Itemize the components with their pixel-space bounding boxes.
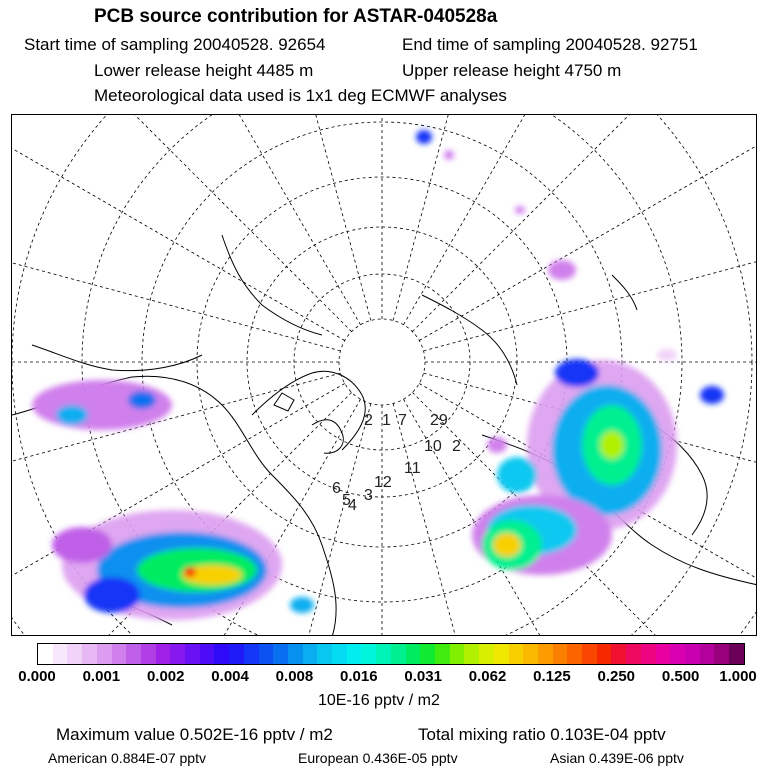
lower-height-label: Lower release height 4485 m — [94, 61, 314, 80]
colorbar-tick-label: 0.008 — [275, 668, 314, 685]
meridian-line — [404, 115, 758, 325]
colorbar-tick-label: 0.031 — [404, 668, 442, 685]
start-time-label: Start time of sampling 20040528. 92654 — [24, 35, 326, 54]
colorbar-cell — [420, 644, 435, 664]
colorbar-tick-label: 0.001 — [82, 668, 121, 685]
colorbar-tick-label: 0.500 — [661, 668, 700, 685]
colorbar-cell — [38, 644, 53, 664]
track-label: 4 — [348, 497, 357, 514]
colorbar-cell — [567, 644, 582, 664]
max-value-label: Maximum value 0.502E-16 pptv / m2 — [56, 725, 333, 744]
colorbar-cell — [273, 644, 288, 664]
colorbar-tick-label: 0.016 — [340, 668, 378, 685]
colorbar-cell — [626, 644, 641, 664]
colorbar-cell — [200, 644, 215, 664]
colorbar-tick-label: 0.250 — [597, 668, 636, 685]
colorbar-cell — [700, 644, 715, 664]
meridian-line — [12, 115, 345, 341]
track-label: 5 — [342, 492, 351, 509]
colorbar-cell — [729, 644, 744, 664]
upper-height-label: Upper release height 4750 m — [402, 61, 622, 80]
map-svg — [12, 115, 757, 636]
colorbar-cell — [641, 644, 656, 664]
colorbar-cell — [435, 644, 450, 664]
track-label: 11 — [404, 460, 421, 477]
colorbar-cell — [347, 644, 362, 664]
colorbar-cell — [214, 644, 229, 664]
colorbar-cell — [406, 644, 421, 664]
colorbar-cell — [229, 644, 244, 664]
track-label: 6 — [332, 480, 341, 497]
track-label: 2 — [452, 438, 461, 455]
colorbar-tick-label: 0.125 — [533, 668, 571, 685]
track-labels — [332, 412, 461, 514]
colorbar-cell — [376, 644, 391, 664]
colorbar-cell — [361, 644, 376, 664]
colorbar-cell — [509, 644, 524, 664]
colorbar-cell — [97, 644, 112, 664]
colorbar-tick-label: 0.004 — [211, 668, 249, 685]
asian-label: Asian 0.439E-06 pptv — [550, 750, 684, 766]
met-data-label: Meteorological data used is 1x1 deg ECMWF analyses — [94, 86, 507, 105]
track-label: 7 — [398, 412, 407, 429]
colorbar-cell — [259, 644, 274, 664]
colorbar-tick-label: 0.062 — [468, 668, 507, 685]
track-label: 12 — [374, 474, 392, 491]
meridian-line — [12, 129, 340, 351]
track-label: 2 — [364, 412, 373, 429]
colorbar-cell — [714, 644, 729, 664]
colorbar-cell — [479, 644, 494, 664]
colorbar-cell — [538, 644, 553, 664]
page-title: PCB source contribution for ASTAR-040528a — [94, 6, 498, 27]
colorbar-cell — [82, 644, 97, 664]
colorbar-cell — [450, 644, 465, 664]
colorbar-cell — [156, 644, 171, 664]
colorbar-cell — [53, 644, 68, 664]
track-label: 10 — [424, 438, 442, 455]
colorbar-cell — [656, 644, 671, 664]
colorbar-cell — [582, 644, 597, 664]
colorbar-cell — [523, 644, 538, 664]
colorbar-cell — [670, 644, 685, 664]
meridian-line — [393, 115, 615, 320]
meridian-line — [424, 129, 757, 351]
colorbar-tick-label: 1.000 — [719, 668, 757, 685]
colorbar-cell — [494, 644, 509, 664]
polar-map — [11, 114, 757, 636]
colorbar-cell — [112, 644, 127, 664]
meridian-line — [12, 115, 352, 332]
meridian-line — [12, 115, 361, 325]
colorbar-cell — [141, 644, 156, 664]
meridian-line — [149, 115, 371, 320]
colorbar-cell — [332, 644, 347, 664]
track-label: 29 — [430, 412, 448, 429]
colorbar-cell — [317, 644, 332, 664]
colorbar-tick-label: 0.002 — [146, 668, 185, 685]
colorbar-units: 10E-16 pptv / m2 — [318, 692, 440, 709]
track-label: 3 — [364, 487, 373, 504]
colorbar-cell — [611, 644, 626, 664]
colorbar-cell — [170, 644, 185, 664]
colorbar-cell — [244, 644, 259, 664]
total-mixing-label: Total mixing ratio 0.103E-04 pptv — [418, 725, 666, 744]
plume-field — [32, 130, 724, 620]
end-time-label: End time of sampling 20040528. 92751 — [402, 35, 698, 54]
colorbar-cell — [464, 644, 479, 664]
track-label: 1 — [382, 412, 391, 429]
colorbar-cell — [185, 644, 200, 664]
colorbar-cell — [553, 644, 568, 664]
colorbar-cell — [67, 644, 82, 664]
colorbar-cell — [685, 644, 700, 664]
european-label: European 0.436E-05 pptv — [298, 750, 458, 766]
colorbar-cell — [597, 644, 612, 664]
colorbar-cell — [391, 644, 406, 664]
colorbar-cell — [126, 644, 141, 664]
meridian-line — [412, 115, 757, 332]
colorbar — [37, 643, 745, 665]
colorbar-tick-label: 0.000 — [18, 668, 56, 685]
colorbar-cell — [288, 644, 303, 664]
colorbar-cell — [303, 644, 318, 664]
american-label: American 0.884E-07 pptv — [48, 750, 206, 766]
